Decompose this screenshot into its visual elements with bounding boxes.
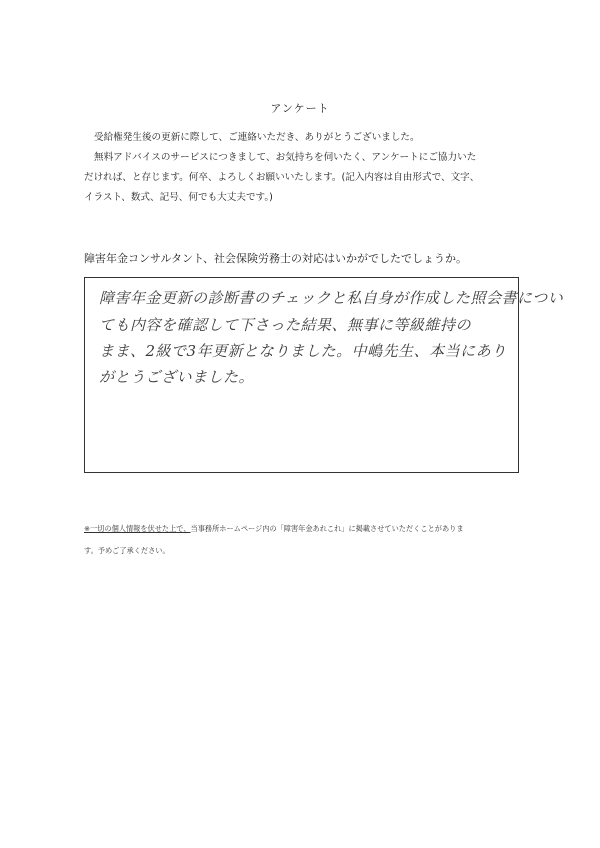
- handwritten-answer-line: ても内容を確認して下さった結果、無事に等級維持の: [99, 316, 472, 334]
- note-line: す。予めご了承ください。: [84, 546, 170, 555]
- intro-line: 無料アドバイスのサービスにつきまして、お気持ちを伺いたく、アンケートにご協力いた: [94, 152, 477, 163]
- intro-line: 受給権発生後の更新に際して、ご連絡いただき、ありがとうございました。: [94, 132, 420, 143]
- privacy-note: [84, 518, 524, 562]
- handwritten-answer-line: まま、2級で3年更新となりました。中嶋先生、本当にあり: [99, 342, 507, 360]
- note-line: [84, 518, 524, 540]
- answer-box: [84, 277, 564, 473]
- intro-text: [84, 128, 524, 208]
- handwritten-answer-line: がとうございました。: [99, 368, 255, 386]
- intro-line: だければ、と存じます。何卒、よろしくお願いいたします。(記入内容は自由形式で、文字、: [84, 172, 480, 183]
- note-underlined-text: ※一切の個人情報を伏せた上で、: [84, 524, 191, 533]
- note-text: 当事務所ホームページ内の「障害年金あれこれ」に掲載させていただくことがありま: [190, 524, 464, 533]
- handwritten-answer-line: 障害年金更新の診断書のチェックと私自身が作成した照会書につい: [99, 289, 564, 307]
- intro-line: イラスト、数式、記号、何でも大丈夫です。): [84, 192, 273, 203]
- survey-question: 障害年金コンサルタント、社会保険労務士の対応はいかがでしたでしょうか。: [84, 252, 468, 265]
- survey-title: アンケート: [270, 102, 330, 115]
